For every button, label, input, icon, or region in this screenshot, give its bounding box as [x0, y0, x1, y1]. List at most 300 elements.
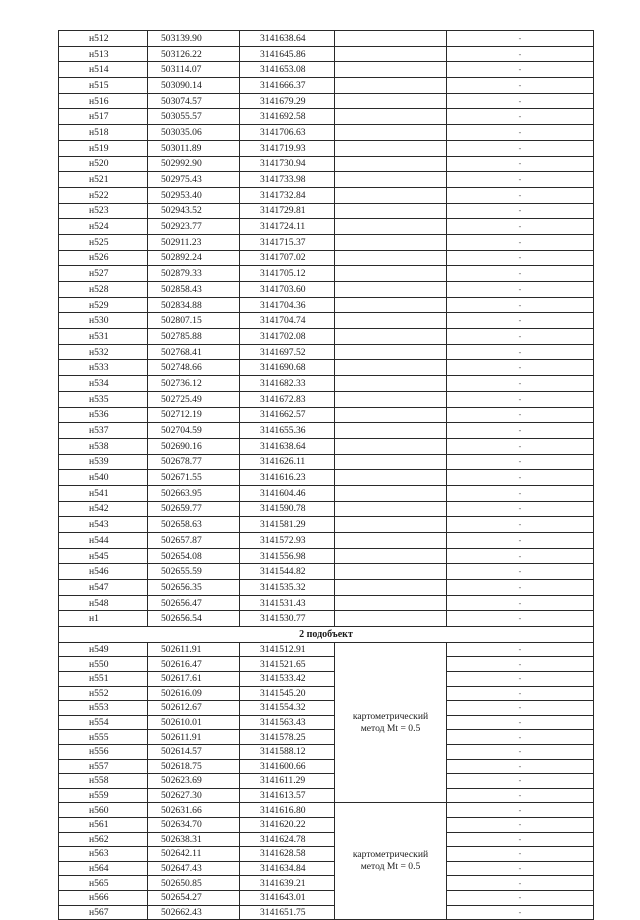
coord-y: 3141645.86 [240, 46, 335, 62]
coord-x: 502638.31 [148, 832, 240, 847]
point-name: н566 [59, 890, 148, 905]
coord-y: 3141704.74 [240, 313, 335, 329]
table-row [59, 156, 594, 172]
table-row [59, 595, 594, 611]
note-cell: - [447, 423, 594, 439]
coord-x: 502657.87 [148, 533, 240, 549]
note-cell: - [447, 715, 594, 730]
coord-x: 502658.63 [148, 517, 240, 533]
table-row [59, 376, 594, 392]
table-row [59, 31, 594, 47]
coord-x: 502654.08 [148, 548, 240, 564]
point-name: н547 [59, 580, 148, 596]
coord-y: 3141624.78 [240, 832, 335, 847]
method-cell [335, 344, 447, 360]
point-name: н548 [59, 595, 148, 611]
point-name: н539 [59, 454, 148, 470]
coord-x: 502656.54 [148, 611, 240, 627]
note-cell: - [447, 140, 594, 156]
method-cell [335, 109, 447, 125]
coord-y: 3141634.84 [240, 861, 335, 876]
point-name: н558 [59, 774, 148, 789]
coord-y: 3141626.11 [240, 454, 335, 470]
coord-y: 3141706.63 [240, 125, 335, 141]
point-name: н532 [59, 344, 148, 360]
method-cell [335, 423, 447, 439]
method-cell [335, 485, 447, 501]
note-cell: - [447, 125, 594, 141]
note-cell: - [447, 876, 594, 891]
coord-y: 3141638.64 [240, 31, 335, 47]
point-name: н549 [59, 642, 148, 657]
table-row [59, 234, 594, 250]
coord-x: 502892.24 [148, 250, 240, 266]
point-name: н565 [59, 876, 148, 891]
method-cell [335, 156, 447, 172]
coord-y: 3141578.25 [240, 730, 335, 745]
note-cell: - [447, 391, 594, 407]
coord-x: 502690.16 [148, 438, 240, 454]
coord-y: 3141628.58 [240, 847, 335, 862]
point-name: н562 [59, 832, 148, 847]
note-cell: - [447, 595, 594, 611]
table-row [59, 266, 594, 282]
method-cell [335, 172, 447, 188]
coord-x: 502654.27 [148, 890, 240, 905]
subobject-title: 2 подобъект [59, 627, 594, 643]
table-row [59, 876, 594, 891]
method-cell: картометрический метод Мt = 0.5 [335, 803, 447, 920]
table-row [59, 329, 594, 345]
point-name: н523 [59, 203, 148, 219]
coord-x: 503055.57 [148, 109, 240, 125]
coord-y: 3141651.75 [240, 905, 335, 920]
note-cell: - [447, 62, 594, 78]
note-cell: - [447, 611, 594, 627]
coord-y: 3141697.52 [240, 344, 335, 360]
coord-x: 502618.75 [148, 759, 240, 774]
method-cell [335, 93, 447, 109]
point-name: н526 [59, 250, 148, 266]
note-cell: - [447, 501, 594, 517]
coord-x: 502807.15 [148, 313, 240, 329]
note-cell: - [447, 46, 594, 62]
note-cell: - [447, 701, 594, 716]
coord-x: 503035.06 [148, 125, 240, 141]
point-name: н514 [59, 62, 148, 78]
method-cell [335, 595, 447, 611]
coord-x: 502768.41 [148, 344, 240, 360]
coord-y: 3141572.93 [240, 533, 335, 549]
table-row [59, 282, 594, 298]
method-cell [335, 282, 447, 298]
method-cell [335, 266, 447, 282]
coord-y: 3141679.29 [240, 93, 335, 109]
coord-x: 502631.66 [148, 803, 240, 818]
point-name: н527 [59, 266, 148, 282]
coord-y: 3141655.36 [240, 423, 335, 439]
note-cell: - [447, 454, 594, 470]
note-cell: - [447, 744, 594, 759]
coord-y: 3141724.11 [240, 219, 335, 235]
note-cell: - [447, 234, 594, 250]
coord-y: 3141616.80 [240, 803, 335, 818]
subobject-2-header [59, 627, 594, 643]
table-row [59, 905, 594, 920]
method-cell [335, 391, 447, 407]
table-row [59, 715, 594, 730]
note-cell: - [447, 376, 594, 392]
note-cell: - [447, 313, 594, 329]
note-cell: - [447, 219, 594, 235]
point-name: н515 [59, 78, 148, 94]
table-row [59, 219, 594, 235]
point-name: н544 [59, 533, 148, 549]
table-row [59, 817, 594, 832]
note-cell: - [447, 847, 594, 862]
method-cell [335, 564, 447, 580]
coord-x: 502614.57 [148, 744, 240, 759]
table-row [59, 78, 594, 94]
point-name: н559 [59, 788, 148, 803]
table-row [59, 109, 594, 125]
coord-y: 3141732.84 [240, 187, 335, 203]
table-row [59, 701, 594, 716]
point-name: н516 [59, 93, 148, 109]
coord-x: 502671.55 [148, 470, 240, 486]
method-cell [335, 501, 447, 517]
table-row [59, 250, 594, 266]
point-name: н554 [59, 715, 148, 730]
table-row [59, 172, 594, 188]
note-cell: - [447, 832, 594, 847]
table-row [59, 407, 594, 423]
coord-x: 502623.69 [148, 774, 240, 789]
note-cell: - [447, 344, 594, 360]
table-row [59, 93, 594, 109]
coord-y: 3141545.20 [240, 686, 335, 701]
table-row [59, 759, 594, 774]
coord-x: 503139.90 [148, 31, 240, 47]
point-name: н542 [59, 501, 148, 517]
coord-y: 3141535.32 [240, 580, 335, 596]
point-name: н546 [59, 564, 148, 580]
table-row [59, 423, 594, 439]
point-name: н517 [59, 109, 148, 125]
coord-x: 502650.85 [148, 876, 240, 891]
note-cell: - [447, 517, 594, 533]
note-cell: - [447, 78, 594, 94]
point-name: н534 [59, 376, 148, 392]
note-cell: - [447, 31, 594, 47]
subobject-1-rows [59, 31, 594, 627]
coord-x: 502712.19 [148, 407, 240, 423]
coord-x: 502834.88 [148, 297, 240, 313]
table-row [59, 890, 594, 905]
method-cell [335, 203, 447, 219]
note-cell: - [447, 642, 594, 657]
coord-y: 3141690.68 [240, 360, 335, 376]
table-row [59, 847, 594, 862]
coord-y: 3141704.36 [240, 297, 335, 313]
point-name: н518 [59, 125, 148, 141]
point-name: н561 [59, 817, 148, 832]
point-name: н564 [59, 861, 148, 876]
coord-y: 3141682.33 [240, 376, 335, 392]
coord-x: 502612.67 [148, 701, 240, 716]
table-row [59, 730, 594, 745]
table-row [59, 657, 594, 672]
method-cell [335, 376, 447, 392]
point-name: н553 [59, 701, 148, 716]
coord-x: 502611.91 [148, 730, 240, 745]
table-row [59, 861, 594, 876]
coord-y: 3141581.29 [240, 517, 335, 533]
method-cell [335, 407, 447, 423]
coord-x: 502662.43 [148, 905, 240, 920]
table-row [59, 642, 594, 657]
table-row [59, 125, 594, 141]
coord-y: 3141638.64 [240, 438, 335, 454]
method-cell [335, 533, 447, 549]
table-row [59, 313, 594, 329]
note-cell: - [447, 297, 594, 313]
subobject-2-rows [59, 642, 594, 919]
point-name: н555 [59, 730, 148, 745]
coord-y: 3141666.37 [240, 78, 335, 94]
note-cell: - [447, 470, 594, 486]
coord-x: 502704.59 [148, 423, 240, 439]
coord-x: 502748.66 [148, 360, 240, 376]
coord-x: 503090.14 [148, 78, 240, 94]
coord-y: 3141729.81 [240, 203, 335, 219]
coord-x: 502943.52 [148, 203, 240, 219]
coord-x: 502953.40 [148, 187, 240, 203]
method-cell [335, 517, 447, 533]
note-cell: - [447, 156, 594, 172]
table-row [59, 533, 594, 549]
coord-x: 503011.89 [148, 140, 240, 156]
coord-x: 502678.77 [148, 454, 240, 470]
point-name: н557 [59, 759, 148, 774]
point-name: н531 [59, 329, 148, 345]
coord-y: 3141672.83 [240, 391, 335, 407]
note-cell: - [447, 360, 594, 376]
note-cell: - [447, 187, 594, 203]
method-cell [335, 234, 447, 250]
coord-x: 502659.77 [148, 501, 240, 517]
method-cell [335, 360, 447, 376]
coord-x: 502656.47 [148, 595, 240, 611]
method-cell [335, 187, 447, 203]
method-cell [335, 46, 447, 62]
table-row [59, 344, 594, 360]
note-cell: - [447, 250, 594, 266]
point-name: н550 [59, 657, 148, 672]
coordinates-table [58, 30, 594, 920]
note-cell: - [447, 203, 594, 219]
coord-x: 502663.95 [148, 485, 240, 501]
method-cell [335, 611, 447, 627]
table-row [59, 832, 594, 847]
point-name: н1 [59, 611, 148, 627]
point-name: н538 [59, 438, 148, 454]
coord-y: 3141600.66 [240, 759, 335, 774]
point-name: н567 [59, 905, 148, 920]
table-row [59, 611, 594, 627]
table-row [59, 485, 594, 501]
note-cell: - [447, 788, 594, 803]
method-cell [335, 580, 447, 596]
table-row [59, 803, 594, 818]
coord-x: 502785.88 [148, 329, 240, 345]
coord-x: 502611.91 [148, 642, 240, 657]
note-cell: - [447, 890, 594, 905]
coord-x: 502616.47 [148, 657, 240, 672]
point-name: н521 [59, 172, 148, 188]
note-cell: - [447, 905, 594, 920]
coord-y: 3141620.22 [240, 817, 335, 832]
table-row [59, 203, 594, 219]
table-row [59, 470, 594, 486]
coord-x: 502656.35 [148, 580, 240, 596]
coord-x: 502858.43 [148, 282, 240, 298]
coord-y: 3141662.57 [240, 407, 335, 423]
table-row [59, 686, 594, 701]
table-row [59, 391, 594, 407]
coord-x: 502610.01 [148, 715, 240, 730]
coord-y: 3141653.08 [240, 62, 335, 78]
method-cell [335, 329, 447, 345]
note-cell: - [447, 672, 594, 687]
coord-x: 502923.77 [148, 219, 240, 235]
point-name: н540 [59, 470, 148, 486]
coord-y: 3141643.01 [240, 890, 335, 905]
coord-y: 3141590.78 [240, 501, 335, 517]
coord-y: 3141707.02 [240, 250, 335, 266]
coord-x: 502617.61 [148, 672, 240, 687]
method-cell [335, 313, 447, 329]
coord-x: 503126.22 [148, 46, 240, 62]
method-cell [335, 454, 447, 470]
coord-y: 3141611.29 [240, 774, 335, 789]
method-cell [335, 250, 447, 266]
coord-x: 502911.23 [148, 234, 240, 250]
coord-x: 502642.11 [148, 847, 240, 862]
point-name: н525 [59, 234, 148, 250]
coord-x: 502879.33 [148, 266, 240, 282]
coord-x: 503074.57 [148, 93, 240, 109]
coord-y: 3141544.82 [240, 564, 335, 580]
point-name: н537 [59, 423, 148, 439]
table-row [59, 360, 594, 376]
note-cell: - [447, 266, 594, 282]
point-name: н524 [59, 219, 148, 235]
coord-y: 3141613.57 [240, 788, 335, 803]
table-row [59, 46, 594, 62]
coord-y: 3141512.91 [240, 642, 335, 657]
coord-y: 3141521.65 [240, 657, 335, 672]
coord-y: 3141588.12 [240, 744, 335, 759]
coord-y: 3141616.23 [240, 470, 335, 486]
point-name: н556 [59, 744, 148, 759]
coord-y: 3141530.77 [240, 611, 335, 627]
table-row [59, 438, 594, 454]
table-row [59, 501, 594, 517]
note-cell: - [447, 803, 594, 818]
note-cell: - [447, 686, 594, 701]
table-row [59, 140, 594, 156]
coord-y: 3141730.94 [240, 156, 335, 172]
coord-y: 3141702.08 [240, 329, 335, 345]
method-cell [335, 140, 447, 156]
table-row [59, 564, 594, 580]
note-cell: - [447, 485, 594, 501]
note-cell: - [447, 533, 594, 549]
table-row [59, 672, 594, 687]
note-cell: - [447, 564, 594, 580]
method-cell [335, 470, 447, 486]
coord-y: 3141733.98 [240, 172, 335, 188]
note-cell: - [447, 759, 594, 774]
coord-y: 3141719.93 [240, 140, 335, 156]
note-cell: - [447, 109, 594, 125]
coordinates-sheet [58, 30, 593, 920]
point-name: н512 [59, 31, 148, 47]
point-name: н530 [59, 313, 148, 329]
table-row [59, 774, 594, 789]
method-cell [335, 78, 447, 94]
method-cell [335, 219, 447, 235]
table-row [59, 62, 594, 78]
point-name: н541 [59, 485, 148, 501]
coord-y: 3141604.46 [240, 485, 335, 501]
point-name: н520 [59, 156, 148, 172]
point-name: н560 [59, 803, 148, 818]
point-name: н529 [59, 297, 148, 313]
note-cell: - [447, 438, 594, 454]
point-name: н522 [59, 187, 148, 203]
coord-x: 502627.30 [148, 788, 240, 803]
coord-y: 3141531.43 [240, 595, 335, 611]
table-row [59, 548, 594, 564]
table-row [59, 744, 594, 759]
method-cell [335, 548, 447, 564]
method-cell: картометрический метод Мt = 0.5 [335, 642, 447, 803]
method-cell [335, 31, 447, 47]
table-row [59, 454, 594, 470]
coord-x: 502647.43 [148, 861, 240, 876]
coord-x: 502634.70 [148, 817, 240, 832]
note-cell: - [447, 407, 594, 423]
table-row [59, 517, 594, 533]
note-cell: - [447, 93, 594, 109]
point-name: н552 [59, 686, 148, 701]
coord-x: 502616.09 [148, 686, 240, 701]
note-cell: - [447, 282, 594, 298]
note-cell: - [447, 730, 594, 745]
coord-y: 3141703.60 [240, 282, 335, 298]
coord-y: 3141692.58 [240, 109, 335, 125]
coord-x: 502725.49 [148, 391, 240, 407]
coord-y: 3141639.21 [240, 876, 335, 891]
table-row [59, 580, 594, 596]
point-name: н551 [59, 672, 148, 687]
method-cell [335, 438, 447, 454]
coord-x: 502975.43 [148, 172, 240, 188]
coord-y: 3141556.98 [240, 548, 335, 564]
coord-x: 502655.59 [148, 564, 240, 580]
